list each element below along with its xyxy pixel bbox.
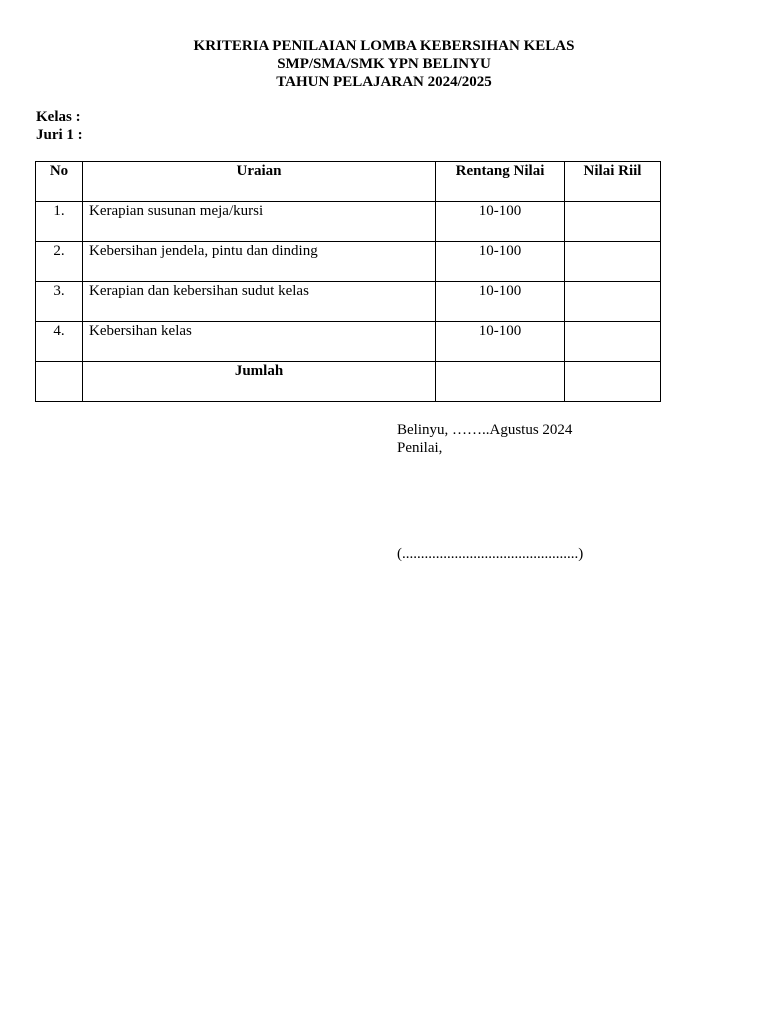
header-nilai-riil: Nilai Riil <box>565 162 661 202</box>
signature-block <box>397 421 572 457</box>
table-total-row <box>36 362 661 402</box>
table-row <box>36 282 661 322</box>
table-header-row <box>36 162 661 202</box>
header-uraian: Uraian <box>83 162 436 202</box>
row-uraian: Kerapian dan kebersihan sudut kelas <box>83 282 436 322</box>
title-line-1: KRITERIA PENILAIAN LOMBA KEBERSIHAN KELAS <box>193 38 575 54</box>
total-label: Jumlah <box>83 362 436 402</box>
row-nilai-riil <box>565 282 661 322</box>
row-no: 2. <box>36 242 83 282</box>
total-rentang-cell <box>436 362 565 402</box>
row-nilai-riil <box>565 202 661 242</box>
row-uraian: Kebersihan jendela, pintu dan dinding <box>83 242 436 282</box>
header-no: No <box>36 162 83 202</box>
title-line-3: TAHUN PELAJARAN 2024/2025 <box>276 74 492 90</box>
document-header <box>0 37 768 91</box>
table-row <box>36 322 661 362</box>
kelas-label: Kelas : <box>36 109 81 125</box>
place-date: Belinyu, ……..Agustus 2024 <box>397 422 573 438</box>
header-rentang-nilai: Rentang Nilai <box>436 162 565 202</box>
row-rentang: 10-100 <box>436 282 565 322</box>
table-row <box>36 202 661 242</box>
row-uraian: Kerapian susunan meja/kursi <box>83 202 436 242</box>
juri-label: Juri 1 : <box>36 127 83 143</box>
row-nilai-riil <box>565 242 661 282</box>
row-rentang: 10-100 <box>436 202 565 242</box>
row-no: 3. <box>36 282 83 322</box>
signer-role: Penilai, <box>397 440 443 456</box>
signature-name-line: (...............................................) <box>397 546 584 562</box>
row-uraian: Kebersihan kelas <box>83 322 436 362</box>
title-line-2: SMP/SMA/SMK YPN BELINYU <box>277 56 491 72</box>
meta-info <box>36 108 83 144</box>
table-row <box>36 242 661 282</box>
total-no-cell <box>36 362 83 402</box>
row-nilai-riil <box>565 322 661 362</box>
total-nilai-riil-cell <box>565 362 661 402</box>
row-no: 4. <box>36 322 83 362</box>
row-no: 1. <box>36 202 83 242</box>
criteria-table <box>35 161 661 402</box>
row-rentang: 10-100 <box>436 322 565 362</box>
row-rentang: 10-100 <box>436 242 565 282</box>
